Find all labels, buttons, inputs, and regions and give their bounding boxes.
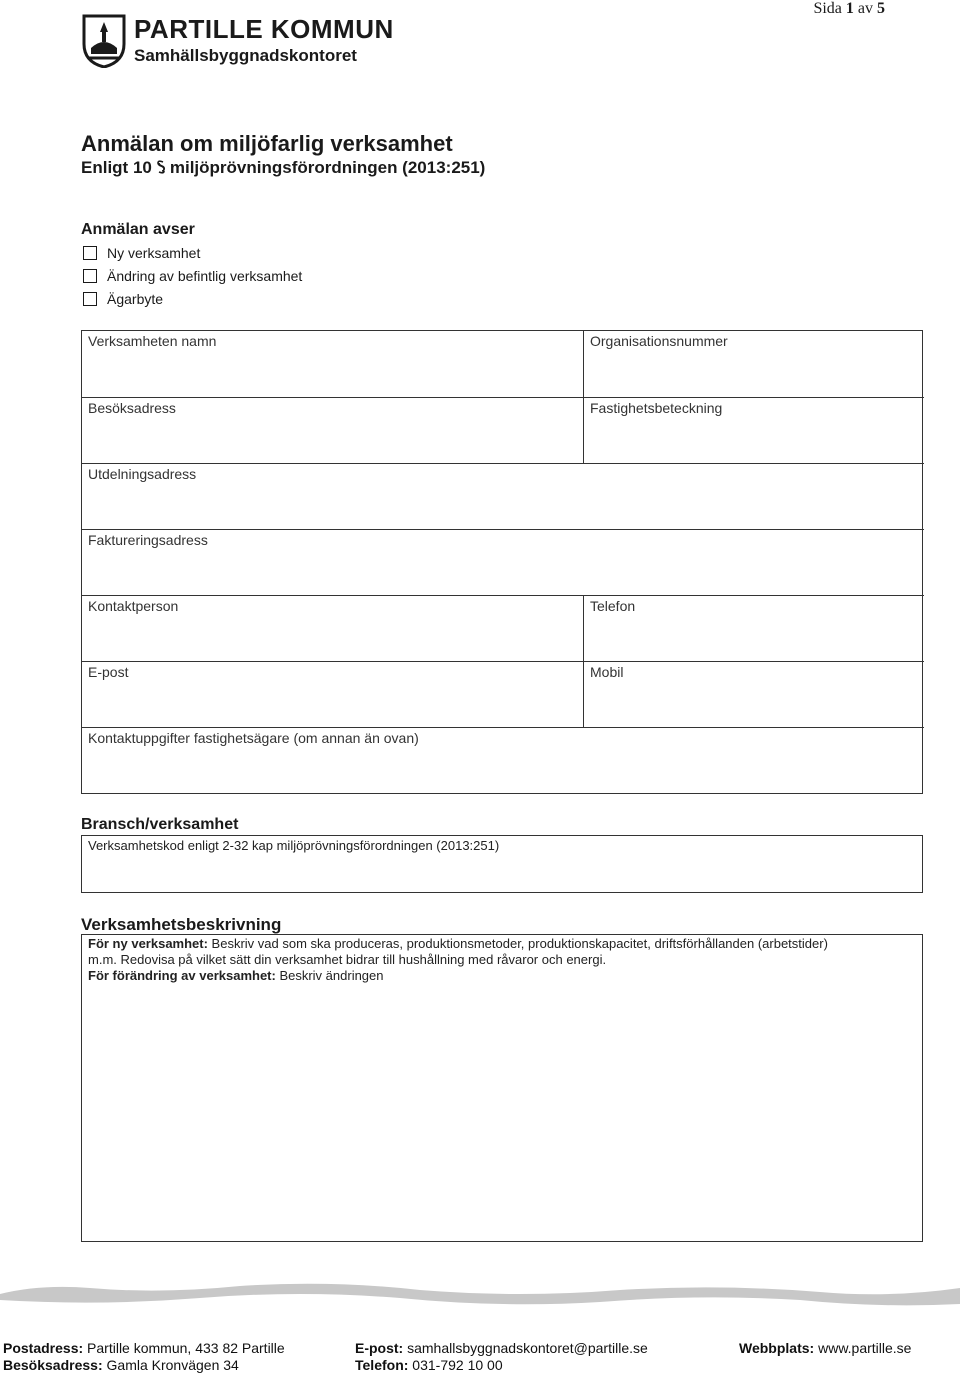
field-mobil[interactable] <box>584 661 924 727</box>
beskrivning-heading: Verksamhetsbeskrivning <box>81 915 282 934</box>
instruction-text: m.m. Redovisa på vilket sätt din verksamhet bidrar till hushållning med råvaror och energi. <box>88 952 607 967</box>
footer-webb <box>739 1340 911 1356</box>
field-fastighet[interactable] <box>584 397 924 463</box>
document-subtitle <box>81 158 485 178</box>
field-fakturering[interactable] <box>82 529 924 595</box>
instruction-bold: För förändring av verksamhet: <box>88 968 276 983</box>
field-org-nr[interactable] <box>584 331 924 397</box>
instruction-text: Beskriv ändringen <box>275 968 384 983</box>
beskrivning-instructions <box>82 935 922 985</box>
field-label: Telefon <box>590 598 636 614</box>
footer-postadress <box>3 1340 285 1356</box>
decorative-wave <box>0 1278 960 1308</box>
field-label: Fastighetsbeteckning <box>590 400 723 416</box>
field-telefon[interactable] <box>584 595 924 661</box>
footer-epost <box>355 1340 648 1356</box>
checkbox-row-owner[interactable] <box>83 291 163 307</box>
bransch-heading: Bransch/verksamhet <box>81 816 239 833</box>
contact-form <box>81 330 923 794</box>
checkbox-change[interactable] <box>83 269 97 283</box>
footer-besoksadress <box>3 1357 239 1373</box>
footer-value: Partille kommun, 433 82 Partille <box>83 1340 285 1356</box>
checkbox-row-new[interactable] <box>83 245 200 261</box>
subtitle-pre: Enligt 10 <box>81 158 152 177</box>
field-label: Mobil <box>590 664 624 680</box>
footer-value: Gamla Kronvägen 34 <box>102 1357 239 1373</box>
field-fastighetsagare[interactable] <box>82 727 924 793</box>
field-verksamhetskod[interactable] <box>81 835 923 893</box>
checkbox-label: Ny verksamhet <box>107 245 201 261</box>
footer-web-link[interactable]: www.partille.se <box>814 1340 912 1356</box>
footer-value: 031-792 10 00 <box>408 1357 503 1373</box>
page-word: Sida <box>813 0 842 17</box>
page-total: 5 <box>877 0 885 17</box>
field-label: Utdelningsadress <box>88 466 197 482</box>
municipal-crest-icon <box>81 14 127 68</box>
anmalan-heading: Anmälan avser <box>81 221 195 238</box>
field-label: Verksamheten namn <box>88 333 217 349</box>
footer-label: Telefon: <box>355 1357 409 1373</box>
field-epost[interactable] <box>82 661 583 727</box>
org-name: PARTILLE KOMMUN <box>134 14 394 44</box>
footer-label: E-post: <box>355 1340 404 1356</box>
checkbox-row-change[interactable] <box>83 268 302 284</box>
footer-telefon <box>355 1357 503 1373</box>
page-of: av <box>857 0 873 17</box>
dept-name: Samhällsbyggnadskontoret <box>134 46 357 65</box>
page-number <box>813 0 885 18</box>
field-besoksadress[interactable] <box>82 397 583 463</box>
checkbox-label: Ägarbyte <box>107 291 164 307</box>
field-utdelning[interactable] <box>82 463 924 529</box>
field-label: Faktureringsadress <box>88 532 208 548</box>
field-kontaktperson[interactable] <box>82 595 583 661</box>
footer-email-link[interactable]: samhallsbyggnadskontoret@partille.se <box>403 1340 648 1356</box>
field-label: Kontaktperson <box>88 598 179 614</box>
field-label: E-post <box>88 664 129 680</box>
instruction-text: Beskriv vad som ska produceras, produktionsmetoder, produktionskapacitet, driftsförhållanden (arbetstider) <box>207 936 828 951</box>
divider <box>583 595 584 727</box>
field-label: Kontaktuppgifter fastighetsägare (om annan än ovan) <box>88 730 419 746</box>
field-label: Organisationsnummer <box>590 333 728 349</box>
footer-label: Besöksadress: <box>3 1357 103 1373</box>
page-current: 1 <box>845 0 854 17</box>
checkbox-new[interactable] <box>83 246 97 260</box>
field-verksamhetsbeskrivning[interactable] <box>81 934 923 1242</box>
divider <box>583 331 584 463</box>
checkbox-label: Ändring av befintlig verksamhet <box>107 268 303 284</box>
field-label: Besöksadress <box>88 400 176 416</box>
document-title: Anmälan om miljöfarlig verksamhet <box>81 131 453 156</box>
checkbox-owner[interactable] <box>83 292 97 306</box>
field-label: Verksamhetskod enligt 2-32 kap miljöprövningsförordningen (2013:251) <box>88 838 500 853</box>
field-verksamhet-namn[interactable] <box>82 331 583 397</box>
instruction-bold: För ny verksamhet: <box>88 936 208 951</box>
section-sign-icon <box>156 160 166 174</box>
footer-label: Webbplats: <box>739 1340 815 1356</box>
footer-label: Postadress: <box>3 1340 84 1356</box>
subtitle-post: miljöprövningsförordningen (2013:251) <box>169 158 486 177</box>
